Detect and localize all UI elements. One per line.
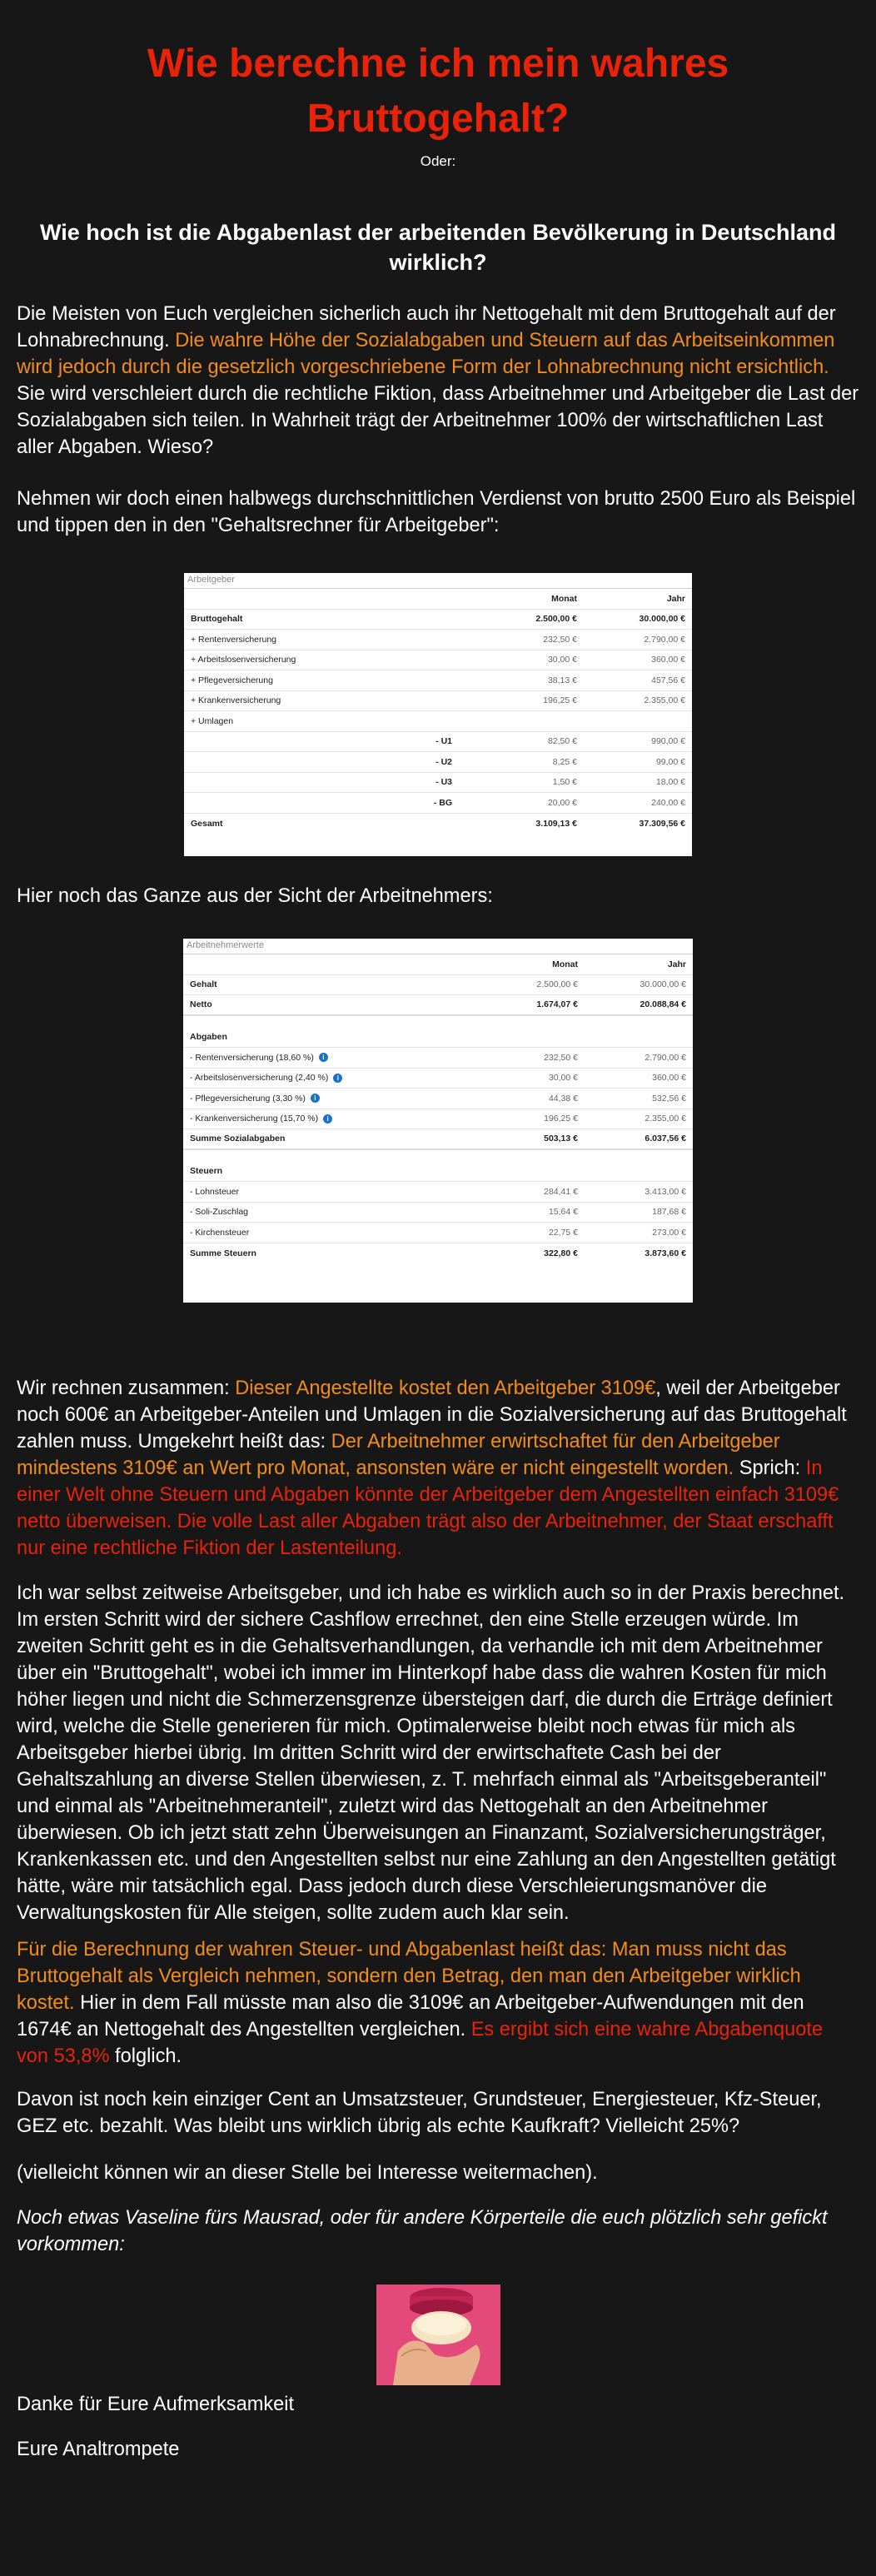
table-row: - U3 1,50 € 18,00 € xyxy=(184,773,692,794)
employer-table-caption: Arbeitgeber xyxy=(184,573,692,589)
employee-table xyxy=(183,939,693,1303)
thanks-line: Danke für Eure Aufmerksamkeit xyxy=(17,2394,295,2415)
intro-highlight: Die wahre Höhe der Sozialabgaben und Steuern auf das Arbeitseinkommen wird jedoch durch die gesetzlich vorgeschriebene Form der Lohnabrechnung nicht ersichtlich. xyxy=(17,330,835,378)
oder-label: Oder: xyxy=(420,153,456,169)
vaseline-image xyxy=(376,2285,500,2385)
col-year: Jahr xyxy=(666,593,685,604)
table-row-sum-steuern: Summe Steuern 322,80 € 3.873,60 € xyxy=(190,1248,686,1258)
col-month: Monat xyxy=(551,593,577,604)
table-row-sum-abgaben: Summe Sozialabgaben 503,13 € 6.037,56 € xyxy=(183,1129,693,1150)
table-row: Gehalt 2.500,00 € 30.000,00 € xyxy=(183,975,693,996)
section-spacer xyxy=(183,1150,693,1162)
table-row: Bruttogehalt 2.500,00 € 30.000,00 € xyxy=(184,610,692,630)
table-row: + Umlagen xyxy=(184,711,692,732)
table-row: + Pflegeversicherung 38,13 € 457,56 € xyxy=(184,670,692,691)
experience-paragraph: Ich war selbst zeitweise Arbeitsgeber, und ich habe es wirklich auch so in der Praxis berechnet. Im ersten Schritt wird der sichere Cashflow errechnet, den eine Stelle erzeugen würde. Im zweiten Schritt geht es in die Gehaltsverhandlungen, da verhandle ich mit dem Arbeitnehmer über ein "Bruttogehalt", wobei ich immer im Hinterkopf habe dass die wahren Kosten für mich höher liegen und nicht die Schmerzensgrenze übersteigen darf, die durch die Erträge definiert wird, welche die Stelle generieren für mich. Optimalerweise bleibt noch etwas für mich als Arbeitsgeber hierbei übrig. Im dritten Schritt wird der erwirtschaftete Cash bei der Gehaltszahlung an diverse Stellen überwiesen, z. T. mehrfach einmal als "Arbeitsgeberanteil" und einmal als "Arbeitnehmeranteil", zuletzt wird das Nettogehalt an den Arbeitnehmer überwiesen. Ob ich jetzt statt zehn Überweisungen an Finanzamt, Sozialversicherungsträger, Krankenkassen etc. und den Angestellten selbst nur eine Zahlung an den Angestellten getätigt hätte, wäre mir tatsächlich egal. Dass jedoch durch diese Verschleierungsmanöver die Verwaltungskosten für Alle steigen, sollte zudem auch klar sein. xyxy=(17,1582,845,1924)
steuern-heading-row: Steuern xyxy=(183,1162,693,1183)
subtitle: Wie hoch ist die Abgabenlast der arbeitenden Bevölkerung in Deutschland wirklich? xyxy=(40,220,836,275)
table-row: - Krankenversicherung (15,70 %) i 196,25 € 2.355,00 € xyxy=(183,1109,693,1130)
info-icon[interactable]: i xyxy=(311,1094,320,1103)
info-icon[interactable]: i xyxy=(323,1114,332,1124)
col-year: Jahr xyxy=(667,959,686,969)
info-icon[interactable]: i xyxy=(319,1053,328,1062)
conclusion-paragraph: Für die Berechnung der wahren Steuer- und Abgabenlast heißt das: Man muss nicht das Bruttogehalt als Vergleich nehmen, sondern den Betrag, den man den Arbeitgeber wirklich kostet. Hier in dem Fall müsste man also die 3109€ an Arbeitgeber-Aufwendungen mit den 1674€ an Nettogehalt des Angestellten vergleichen. Es ergibt sich eine wahre Abgabenquote von 53,8% folglich. xyxy=(17,1939,824,2067)
info-icon[interactable]: i xyxy=(333,1074,342,1083)
intro-text-c: Sie wird verschleiert durch die rechtliche Fiktion, dass Arbeitnehmer und Arbeitgeber die Last der Sozialabgaben sich teilen. In Wahrheit trägt der Arbeitnehmer 100% der wirtschaftlichen Last aller Abgaben. Wieso? xyxy=(17,383,859,458)
continuation-note: (vielleicht können wir an dieser Stelle bei Interesse weitermachen). xyxy=(17,2162,598,2184)
table-row: + Krankenversicherung 196,25 € 2.355,00 € xyxy=(184,691,692,712)
table-row: + Rentenversicherung 232,50 € 2.790,00 € xyxy=(184,630,692,650)
employer-table xyxy=(184,573,692,856)
section-spacer xyxy=(183,1016,693,1028)
calculation-paragraph: Wir rechnen zusammen: Dieser Angestellte kostet den Arbeitgeber 3109€, weil der Arbeitgeber noch 600€ an Arbeitgeber-Anteilen und Umlagen in die Sozialversicherung auf das Bruttogehalt zahlen muss. Umgekehrt heißt das: Der Arbeitnehmer erwirtschaftet für den Arbeitgeber mindestens 3109€ an Wert pro Monat, ansonsten wäre er nicht eingestellt worden. Sprich: In einer Welt ohne Steuern und Abgaben könnte der Arbeitgeber dem Angestellten einfach 3109€ netto überweisen. Die volle Last aller Abgaben trägt also der Arbeitnehmer, der Staat erschafft nur eine rechtliche Fiktion der Lastenteilung. xyxy=(17,1378,847,1559)
col-month: Monat xyxy=(552,959,578,969)
table-row: - U1 82,50 € 990,00 € xyxy=(184,732,692,753)
abgabenquote-highlight: Es ergibt sich eine wahre Abgabenquote von 53,8% xyxy=(17,2019,824,2067)
other-taxes-paragraph: Davon ist noch kein einziger Cent an Umsatzsteuer, Grundsteuer, Energiesteuer, Kfz-Steuer, GEZ etc. bezahlt. Was bleibt uns wirklich übrig als echte Kaufkraft? Vielleicht 25%? xyxy=(17,2089,822,2137)
intro-text-a: Die Meisten von Euch vergleichen sicherlich auch ihr Nettogehalt mit dem Bruttogehalt auf der Lohnabrechnung. xyxy=(17,303,836,351)
table-row: - Lohnsteuer 284,41 € 3.413,00 € xyxy=(183,1182,693,1203)
abgaben-heading-row: Abgaben xyxy=(183,1028,693,1049)
signature: Eure Analtrompete xyxy=(17,2439,180,2460)
highlight-value: Der Arbeitnehmer erwirtschaftet für den Arbeitgeber mindestens 3109€ an Wert pro Monat, ansonsten wäre er nicht eingestellt worden. xyxy=(17,1431,780,1479)
table-row: - Pflegeversicherung (3,30 %) i 44,38 € 532,56 € xyxy=(183,1089,693,1109)
vaseline-paragraph: Noch etwas Vaseline fürs Mausrad, oder für andere Körperteile die euch plötzlich sehr gefickt vorkommen: xyxy=(17,2207,828,2255)
table-row: - Rentenversicherung (18,60 %) i 232,50 € 2.790,00 € xyxy=(183,1048,693,1069)
example-paragraph: Nehmen wir doch einen halbwegs durchschnittlichen Verdienst von brutto 2500 Euro als Beispiel und tippen den in den "Gehaltsrechner für Arbeitgeber": xyxy=(17,488,856,536)
page-title: Wie berechne ich mein wahres Bruttogehalt? xyxy=(147,42,729,141)
table-row: - BG 20,00 € 240,00 € xyxy=(184,793,692,814)
table-row-total: Gesamt 3.109,13 € 37.309,56 € xyxy=(191,818,685,829)
table-row: + Arbeitslosenversicherung 30,00 € 360,00 € xyxy=(184,650,692,671)
table-row: - Arbeitslosenversicherung (2,40 %) i 30,00 € 360,00 € xyxy=(183,1069,693,1089)
intro-paragraph xyxy=(17,301,859,461)
employee-table-header xyxy=(183,954,693,975)
employee-table-caption: Arbeitnehmerwerte xyxy=(183,939,693,954)
table-row: - U2 8,25 € 99,00 € xyxy=(184,752,692,773)
employer-table-header xyxy=(184,589,692,610)
highlight-fiction: In einer Welt ohne Steuern und Abgaben könnte der Arbeitgeber dem Angestellten einfach 3109€ netto überweisen. Die volle Last aller Abgaben trägt also der Arbeitnehmer, der Staat erschafft nur eine rechtliche Fiktion der Lastenteilung. xyxy=(17,1457,839,1559)
table-row: - Kirchensteuer 22,75 € 273,00 € xyxy=(183,1223,693,1243)
highlight-cost: Dieser Angestellte kostet den Arbeitgeber 3109€ xyxy=(235,1378,656,1399)
employee-intro-paragraph: Hier noch das Ganze aus der Sicht der Arbeitnehmers: xyxy=(17,885,493,907)
table-row: Netto 1.674,07 € 20.088,84 € xyxy=(183,995,693,1016)
table-row: - Soli-Zuschlag 15,64 € 187,68 € xyxy=(183,1203,693,1223)
conclusion-highlight: Für die Berechnung der wahren Steuer- und Abgabenlast heißt das: Man muss nicht das Bruttogehalt als Vergleich nehmen, sondern den Betrag, den man den Arbeitgeber wirklich kostet. xyxy=(17,1939,801,2014)
